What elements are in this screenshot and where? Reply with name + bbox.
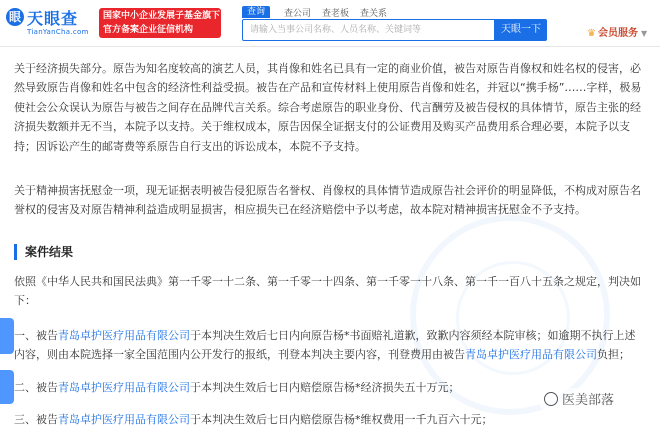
paragraph-economic-loss: 关于经济损失部分。原告为知名度较高的演艺人员，其肖像和姓名已具有一定的商业价值，被告对原告肖像权和姓名权的侵害，必然导致原告肖像和姓名中包含的经济性利益受损。被告在产品和宣传材料上使用原告肖像和姓名，并冠以“携手杨”……字样，极易使社会公众误认为原告与被告之间存在品牌代言关系。综合考虑原告的职业身份、代言酬劳及被告侵权的具体情节，原告主张的经济损失数额并无不当，本院予以支持。关于维权成本，原告因保全证据支付的公证费用及购买产品费用系合理必要，本院予以支持；因诉讼产生的邮寄费等系原告自行支出的诉讼成本，本院不予支持。 (14, 62, 642, 153)
badge-line-1: 国家中小企业发展子基金旗下 (103, 11, 221, 21)
tab-relation[interactable]: 查关系 (360, 9, 388, 19)
side-float-tab[interactable] (0, 370, 14, 404)
crown-icon: ♛ (587, 28, 596, 39)
wechat-account-tag (540, 388, 618, 409)
chevron-down-icon: ▼ (640, 29, 648, 38)
logo-domain: TianYanCha.com (27, 28, 89, 36)
side-float-tab[interactable] (0, 318, 14, 354)
badge-line-2: 官方备案企业征信机构 (103, 25, 194, 35)
item-text: 于本判决生效后七日内赔偿原告杨*经济损失五十万元； (190, 381, 460, 394)
wechat-icon (544, 392, 558, 406)
item-text: 于本判决生效后七日内向原告杨*书面赔礼道歉，致歉内容须经本院审核；如逾期不执行上述内容，则由本院选择一家全国范围内公开发行的报纸，刊登本判决主要内容，刊登费用由被告 (14, 329, 636, 362)
logo-name: 天眼查 (27, 9, 79, 28)
company-link[interactable]: 青岛卓护医疗用品有限公司 (58, 381, 190, 394)
site-logo[interactable] (6, 6, 89, 40)
item-prefix: 二、被告 (14, 381, 58, 394)
paragraph-mental-damage: 关于精神损害抚慰金一项，现无证据表明被告侵犯原告名誉权、肖像权的具体情节造成原告社会评价的明显降低，不构成对原告名誉权的侵害及对原告精神利益造成明显损害，相应损失已在经济赔偿中予以考虑，故本院对精神损害抚慰金不予支持。 (14, 184, 641, 217)
search-input[interactable]: 请输入当事公司名称、人员名称、关键词等 (242, 19, 495, 41)
item-end: 负担； (597, 348, 630, 362)
tab-boss[interactable]: 查老板 (322, 9, 350, 19)
search-button[interactable]: 天眼一下 (495, 19, 547, 41)
official-badge (99, 8, 221, 38)
item-text: 于本判决生效后七日内赔偿原告杨*维权费用一千九百六十元； (190, 413, 493, 426)
site-header (0, 0, 660, 47)
section-title-case-result: 案件结果 (14, 244, 73, 260)
item-prefix: 一、被告 (14, 329, 58, 342)
member-label: 会员服务 (597, 28, 638, 39)
logo-icon: 眼 (6, 8, 24, 26)
wechat-account-name: 医美部落 (562, 393, 615, 408)
tab-company[interactable]: 查公司 (284, 9, 312, 19)
company-link[interactable]: 青岛卓护医疗用品有限公司 (465, 348, 597, 362)
paragraph-judgment-basis: 依照《中华人民共和国民法典》第一千零一十二条、第一千零一十四条、第一千零一十八条、第一千一百八十五条之规定，判决如下： (14, 275, 641, 308)
company-link[interactable]: 青岛卓护医疗用品有限公司 (58, 413, 190, 426)
tab-query[interactable]: 查询 (242, 6, 270, 18)
member-service-link[interactable] (587, 24, 647, 39)
judgment-item-3 (14, 410, 646, 429)
company-link[interactable]: 青岛卓护医疗用品有限公司 (58, 329, 190, 342)
item-prefix: 三、被告 (14, 413, 58, 426)
judgment-item-1 (14, 326, 646, 365)
